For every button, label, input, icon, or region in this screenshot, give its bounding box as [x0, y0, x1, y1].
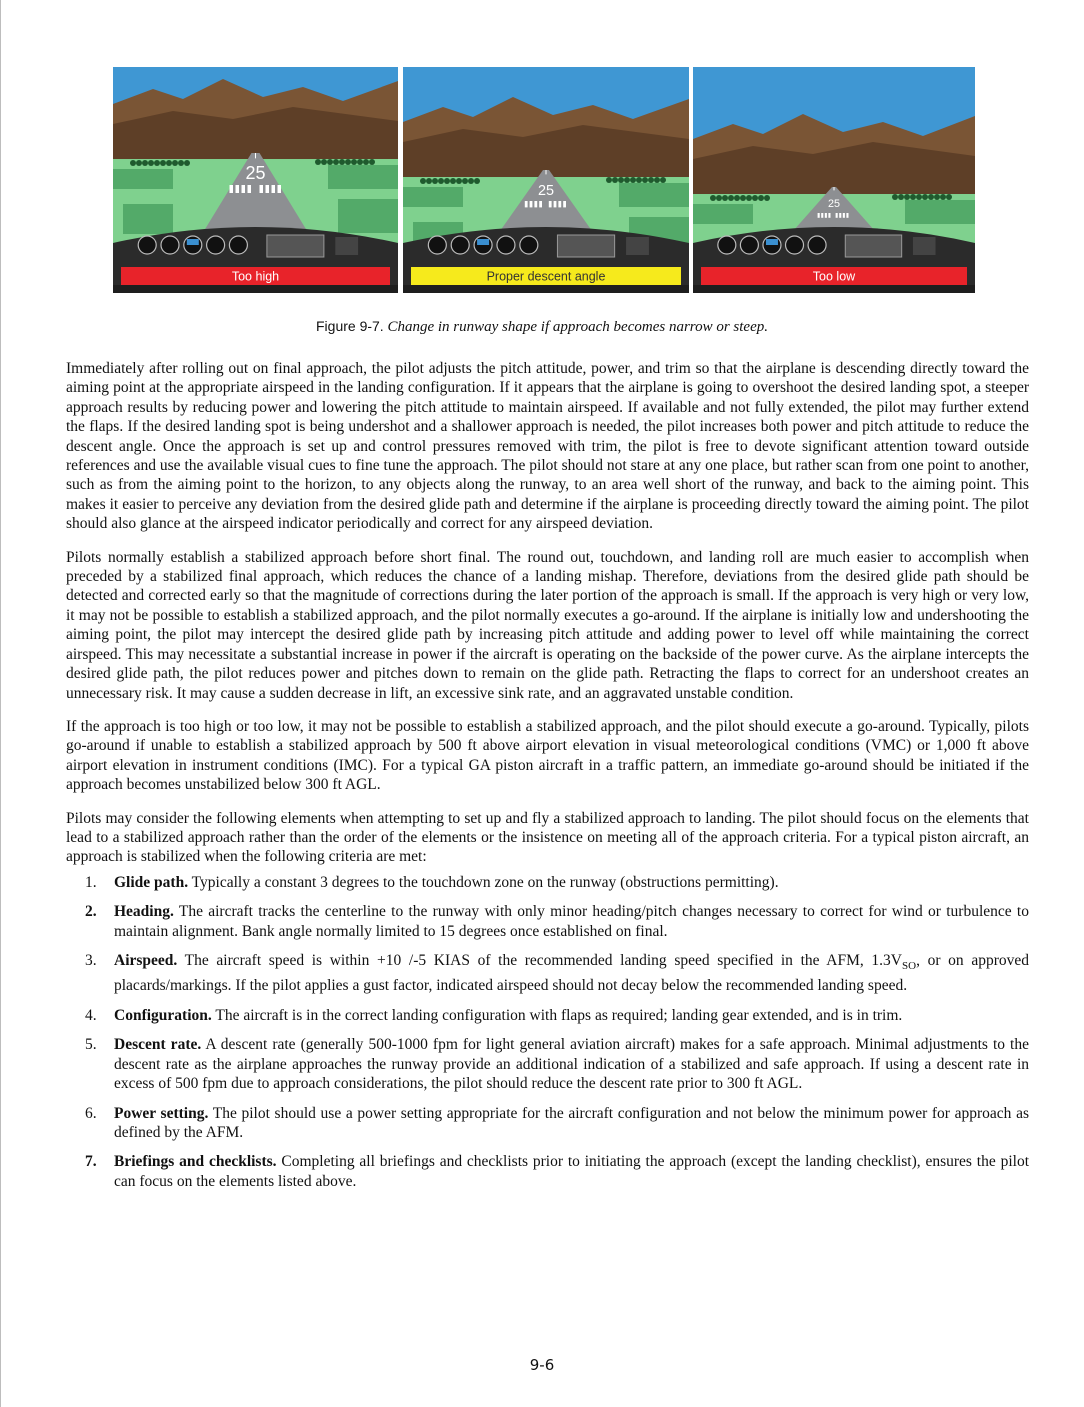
- attitude-indicator-sky: [477, 239, 489, 245]
- tree: [904, 194, 910, 200]
- tree: [642, 177, 648, 183]
- threshold-bar: [230, 185, 234, 193]
- tree: [928, 194, 934, 200]
- list-item: [66, 1006, 1029, 1025]
- tree: [148, 160, 154, 166]
- tree: [946, 194, 952, 200]
- tree: [728, 195, 734, 201]
- panel-switches: [626, 237, 649, 255]
- tree: [154, 160, 160, 166]
- list-item-text: Typically a constant 3 degrees to the touchdown zone on the runway (obstructions permitting).: [188, 873, 779, 891]
- list-item-subscript: SO: [902, 960, 917, 973]
- tree: [624, 177, 630, 183]
- paragraph-stabilized-approach: Pilots normally establish a stabilized approach before short final. The round out, touchdown, and landing roll are much easier to accomplish when preceded by a stabilized final approach, which reduces the chance of a landing mishap. Therefore, deviations from the desired glide path should be detected and corrected early so that the magnitude of corrections during the later portion of the approach is small. If the approach is very high or very low, it may not be possible to establish a stabilized approach, and the pilot normally executes a go-around. If the airplane is initially low and undershooting the aiming point, the pilot may intercept the desired glide path by increasing pitch attitude and adding power to level off while maintaining the correct airspeed. This may necessitate a substantial increase in power if the aircraft is operating on the backside of the power curve. As the airplane intercepts the desired glide path, the pilot reduces power and pitches down to remain on the glide path. Retracting the flaps to correct for an undershoot creates an unnecessary risk. It may cause a sudden decrease in lift, an excessive sink rate, and an aggravated unstable condition.: [66, 548, 1029, 702]
- list-item-number: 6.: [85, 1104, 97, 1122]
- tree: [934, 194, 940, 200]
- list-item-number: 2.: [85, 903, 97, 921]
- glareshield: [113, 285, 398, 293]
- tree: [321, 159, 327, 165]
- tree: [450, 178, 456, 184]
- tree: [468, 178, 474, 184]
- tree: [612, 177, 618, 183]
- tree: [327, 159, 333, 165]
- tree: [474, 178, 480, 184]
- list-item-text: The pilot should use a power setting appropriate for the aircraft configuration and not below the minimum power for approach as defined by the AFM.: [114, 1104, 1029, 1141]
- tree: [630, 177, 636, 183]
- glareshield: [693, 285, 975, 293]
- threshold-bar: [272, 185, 276, 193]
- tree: [444, 178, 450, 184]
- list-item-number: 4.: [85, 1006, 97, 1024]
- tree: [130, 160, 136, 166]
- gauge: [138, 236, 156, 254]
- tree: [710, 195, 716, 201]
- gauge: [786, 236, 804, 254]
- tree: [369, 159, 375, 165]
- list-item-text: The aircraft is in the correct landing configuration with flaps as required; landing gear extended, and is in trim.: [211, 1006, 903, 1024]
- panel-too-low: [693, 67, 975, 293]
- threshold-bar: [843, 213, 845, 218]
- tree: [746, 195, 752, 201]
- figure-9-7: [113, 67, 975, 293]
- threshold-bar: [818, 213, 820, 218]
- panel-proper-descent-angle: [403, 67, 689, 293]
- runway-number: 25: [827, 198, 841, 210]
- tree: [636, 177, 642, 183]
- panel-switches: [335, 237, 358, 255]
- list-item: [66, 873, 1029, 892]
- threshold-bar: [836, 213, 838, 218]
- tree: [142, 160, 148, 166]
- gauge: [451, 236, 469, 254]
- gauge: [497, 236, 515, 254]
- gauge: [428, 236, 446, 254]
- paragraph-criteria-intro: Pilots may consider the following elements when attempting to set up and fly a stabilized approach to landing. The pilot should focus on the elements that lead to a stabilized approach rather than the order of the elements or the insistence on meeting all of the approach criteria. For a typical piston aircraft, an approach is stabilized when the following criteria are met:: [66, 809, 1029, 866]
- tree: [315, 159, 321, 165]
- threshold-bar: [248, 185, 252, 193]
- tree: [333, 159, 339, 165]
- list-item-text: , or on approved placards/markings. If the pilot applies a gust factor, indicated airspeed should not decay below the recommended landing speed.: [114, 951, 1029, 995]
- tree: [654, 177, 660, 183]
- field-patch: [693, 204, 753, 224]
- field-patch: [403, 187, 463, 207]
- paragraph-go-around: If the approach is too high or too low, it may not be possible to establish a stabilized approach, and the pilot should execute a go-around. Typically, pilots go-around if unable to establish a stabilized approach by 500 ft above airport elevation in visual meteorological conditions (VMC) or 1,000 ft above airport elevation in instrument conditions (IMC). For a typical GA piston aircraft in a traffic pattern, an immediate go-around should be initiated if the approach becomes unstabilized below 300 ft AGL.: [66, 717, 1029, 794]
- tree: [922, 194, 928, 200]
- attitude-indicator-sky: [187, 239, 199, 245]
- list-item: [66, 1152, 1029, 1191]
- threshold-bar: [525, 201, 528, 207]
- status-banner-label: Proper descent angle: [486, 269, 606, 284]
- tree: [752, 195, 758, 201]
- list-item-term: Glide path.: [114, 873, 189, 891]
- runway-view-illustration: [693, 67, 975, 293]
- threshold-bar: [821, 213, 823, 218]
- list-item: [66, 902, 1029, 941]
- list-item-term: Configuration.: [114, 1006, 212, 1024]
- tree: [462, 178, 468, 184]
- threshold-bar: [558, 201, 561, 207]
- threshold-bar: [839, 213, 841, 218]
- threshold-bar: [828, 213, 830, 218]
- list-item-term: Descent rate.: [114, 1036, 202, 1054]
- threshold-bar: [825, 213, 827, 218]
- gauge: [520, 236, 538, 254]
- body-text: [66, 359, 1029, 1201]
- tree: [178, 160, 184, 166]
- runway-number: 25: [537, 183, 555, 199]
- list-item-term: Heading.: [114, 903, 174, 921]
- page-left-border: [0, 0, 1, 1407]
- threshold-bar: [278, 185, 282, 193]
- figure-caption-label: Figure 9-7.: [316, 318, 384, 334]
- tree: [339, 159, 345, 165]
- list-item-number: 3.: [85, 951, 97, 969]
- stabilized-criteria-list: [66, 873, 1029, 1191]
- panel-too-high: [113, 67, 398, 293]
- list-item-number: 7.: [85, 1153, 97, 1171]
- tree: [764, 195, 770, 201]
- tree: [351, 159, 357, 165]
- field-patch: [123, 204, 173, 234]
- status-banner-label: Too low: [812, 269, 856, 284]
- radio-stack: [845, 235, 901, 257]
- runway-view-illustration: [403, 67, 689, 293]
- tree: [438, 178, 444, 184]
- threshold-bar: [846, 213, 848, 218]
- list-item: [66, 1035, 1029, 1093]
- threshold-bar: [242, 185, 246, 193]
- figure-caption-text: Change in runway shape if approach becomes narrow or steep.: [383, 319, 768, 335]
- threshold-bar: [266, 185, 270, 193]
- threshold-bar: [236, 185, 240, 193]
- status-banner-label: Too high: [231, 269, 280, 284]
- tree: [898, 194, 904, 200]
- tree: [734, 195, 740, 201]
- tree: [722, 195, 728, 201]
- radio-stack: [267, 235, 324, 257]
- field-patch: [619, 183, 689, 207]
- field-patch: [905, 200, 975, 224]
- gauge: [718, 236, 736, 254]
- tree: [184, 160, 190, 166]
- gauge: [207, 236, 225, 254]
- attitude-indicator-sky: [766, 239, 778, 245]
- list-item-term: Airspeed.: [114, 951, 178, 969]
- threshold-bar: [549, 201, 552, 207]
- tree: [618, 177, 624, 183]
- tree: [892, 194, 898, 200]
- list-item-term: Power setting.: [114, 1104, 209, 1122]
- gauge: [161, 236, 179, 254]
- tree: [456, 178, 462, 184]
- tree: [740, 195, 746, 201]
- tree: [166, 160, 172, 166]
- list-item-text: The aircraft tracks the centerline to the runway with only minor heading/pitch changes necessary to correct for wind or turbulence to maintain alignment. Bank angle normally limited to 15 degrees once established on final.: [114, 903, 1029, 940]
- paragraph-final-approach: Immediately after rolling out on final approach, the pilot adjusts the pitch attitude, power, and trim so that the airplane is descending directly toward the aiming point at the appropriate airspeed in the landing configuration. If it appears that the airplane is going to overshoot the desired landing spot, a steeper approach results by reducing power and lowering the pitch attitude to maintain airspeed. If available and not fully extended, the pilot may further extend the flaps. If the desired landing spot is being undershot and a shallower approach is needed, the pilot increases both power and pitch attitude to reduce the descent angle. Once the approach is set up and control pressures removed with trim, the pilot is free to devote significant attention toward outside references and use the available visual cues to fine tune the approach. The pilot should not stare at any one place, but rather scan from one point to another, such as from the aiming point to the horizon, to any objects along the runway, to an area well short of the runway, and back to the aiming point. This makes it easier to perceive any deviation from the desired glide path and determine if the airplane is proceeding directly toward the aiming point. The pilot should also glance at the airspeed indicator periodically and correct for any airspeed deviation.: [66, 360, 1029, 533]
- panel-switches: [913, 237, 936, 255]
- runway-number: 25: [245, 163, 266, 183]
- tree: [172, 160, 178, 166]
- list-item-text: The aircraft speed is within +10 /-5 KIAS of the recommended landing speed specified in the AFM, 1.3V: [177, 951, 903, 969]
- figure-caption: [0, 318, 1084, 336]
- gauge: [740, 236, 758, 254]
- gauge: [229, 236, 247, 254]
- threshold-bar: [260, 185, 264, 193]
- tree: [357, 159, 363, 165]
- list-item-number: 1.: [85, 873, 97, 891]
- list-item-text: Completing all briefings and checklists prior to initiating the approach (except the landing checklist), ensures the pilot can focus on the elements listed above.: [114, 1153, 1029, 1190]
- threshold-bar: [539, 201, 542, 207]
- field-patch: [113, 169, 173, 189]
- list-item: [66, 1104, 1029, 1143]
- threshold-bar: [563, 201, 566, 207]
- field-patch: [338, 199, 398, 233]
- tree: [363, 159, 369, 165]
- page-number: 9-6: [529, 1356, 555, 1374]
- list-item-term: Briefings and checklists.: [114, 1153, 277, 1171]
- tree: [606, 177, 612, 183]
- glareshield: [403, 285, 689, 293]
- threshold-bar: [530, 201, 533, 207]
- tree: [758, 195, 764, 201]
- tree: [420, 178, 426, 184]
- tree: [716, 195, 722, 201]
- list-item-number: 5.: [85, 1036, 97, 1054]
- tree: [940, 194, 946, 200]
- radio-stack: [557, 235, 614, 257]
- tree: [426, 178, 432, 184]
- tree: [916, 194, 922, 200]
- tree: [432, 178, 438, 184]
- tree: [160, 160, 166, 166]
- runway-view-illustration: [113, 67, 398, 293]
- list-item-text: A descent rate (generally 500-1000 fpm for light general aviation aircraft) makes for a safe approach. Minimal adjustments to the descent rate as the airplane approaches the runway provide an additional indication of a stabilized and safe approach. If using a descent rate in excess of 500 fpm due to approach considerations, the pilot should reduce the descent rate prior to 300 ft AGL.: [114, 1036, 1029, 1093]
- tree: [910, 194, 916, 200]
- field-patch: [328, 165, 398, 189]
- gauge: [808, 236, 826, 254]
- list-item: [66, 951, 1029, 996]
- threshold-bar: [554, 201, 557, 207]
- tree: [136, 160, 142, 166]
- tree: [345, 159, 351, 165]
- tree: [648, 177, 654, 183]
- threshold-bar: [534, 201, 537, 207]
- tree: [660, 177, 666, 183]
